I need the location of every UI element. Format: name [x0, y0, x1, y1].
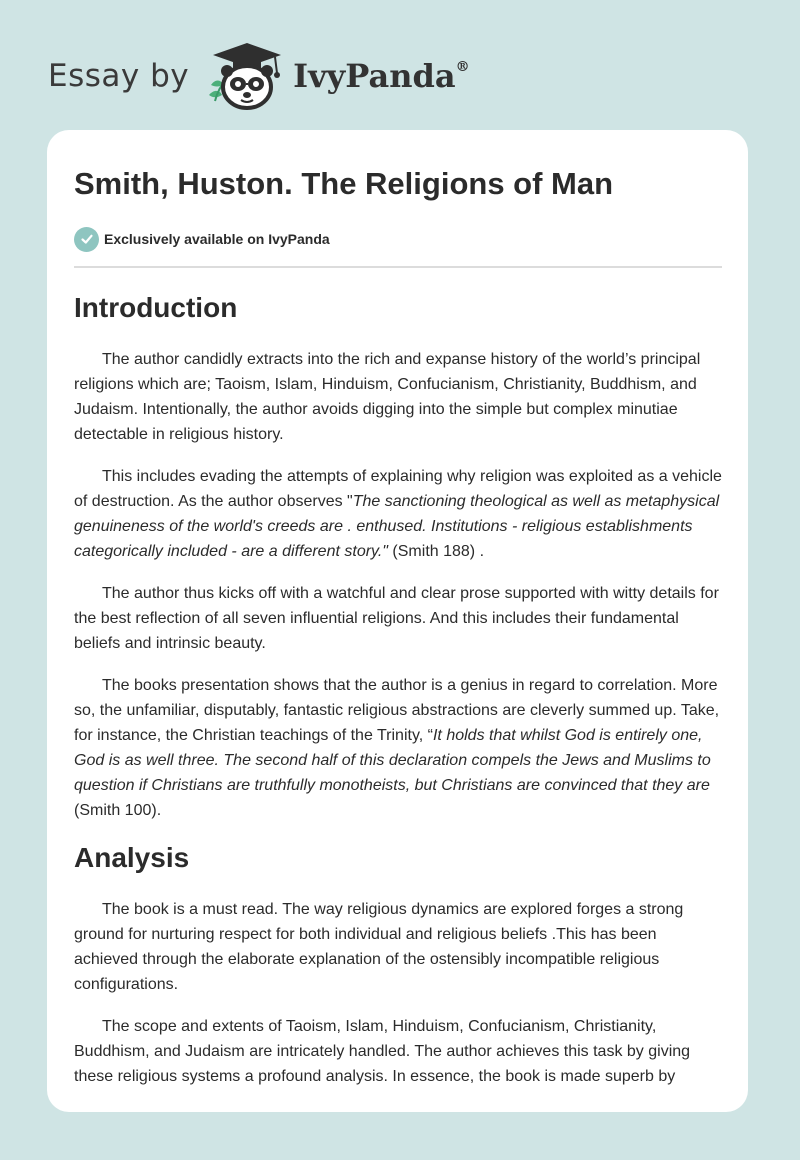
paragraph: The book is a must read. The way religious dynamics are explored forges a strong ground for nurturing respect for both individual and religious beliefs .This has been achieved through the elaborate explanation of the ostensibly incompatible religious configurations.: [74, 901, 684, 993]
paragraph: The author candidly extracts into the rich and expanse history of the world’s principal religions which are; Taoism, Islam, Hinduism, Confucianism, Christianity, Buddhism, and Judaism. Intentionally, the author avoids digging into the simple but complex minutiae detectable in religious history.: [74, 351, 701, 443]
exclusive-badge: [74, 226, 722, 252]
quote: The sanctioning theological as well as metaphysical genuineness of the world's creeds are . enthused. Institutions - religious establishments categorically included - are a different story.": [74, 493, 720, 560]
check-icon: [74, 227, 99, 252]
section-heading-introduction: Introduction: [74, 292, 238, 323]
paragraph: This includes evading the attempts of explaining why religion was exploited as a vehicle of destruction. As the author observes "The sanctioning theological as well as metaphysical genuineness of the world's creeds are . enthused. Institutions - religious establishments categorically included - are a different story." (Smith 188) .: [74, 468, 722, 560]
panda-graduate-icon[interactable]: [205, 39, 287, 113]
quote: It holds that whilst God is entirely one, God is as well three. The second half of this declaration compels the Jews and Muslims to question if Christians are truthfully monotheists, but Christians are convinced that they are: [74, 727, 711, 794]
brand-name[interactable]: IvyPanda®: [293, 57, 470, 95]
divider: [74, 266, 722, 268]
paragraph: The author thus kicks off with a watchful and clear prose supported with witty details for the best reflection of all seven influential religions. And this includes their fundamental beliefs and intrinsic beauty.: [74, 585, 719, 652]
page-title: Smith, Huston. The Religions of Man: [74, 166, 614, 201]
site-header: [48, 36, 470, 116]
paragraph: The scope and extents of Taoism, Islam, Hinduism, Confucianism, Christianity, Buddhism, and Judaism are intricately handled. The author achieves this task by giving these religious systems a profound analysis. In essence, the book is made superb by: [74, 1018, 691, 1085]
paragraph: The books presentation shows that the author is a genius in regard to correlation. More so, the unfamiliar, disputably, fantastic religious abstractions are cleverly summed up. Take, for instance, the Christian teachings of the Trinity, “It holds that whilst God is entirely one, God is as well three. The second half of this declaration compels the Jews and Muslims to question if Christians are truthfully monotheists, but Christians are convinced that they are (Smith 100).: [74, 677, 720, 819]
section-heading-analysis: Analysis: [74, 842, 190, 873]
essay-by-label: Essay by: [48, 58, 190, 94]
essay-card: [47, 130, 748, 1112]
exclusive-label: Exclusively available on IvyPanda: [104, 231, 330, 247]
